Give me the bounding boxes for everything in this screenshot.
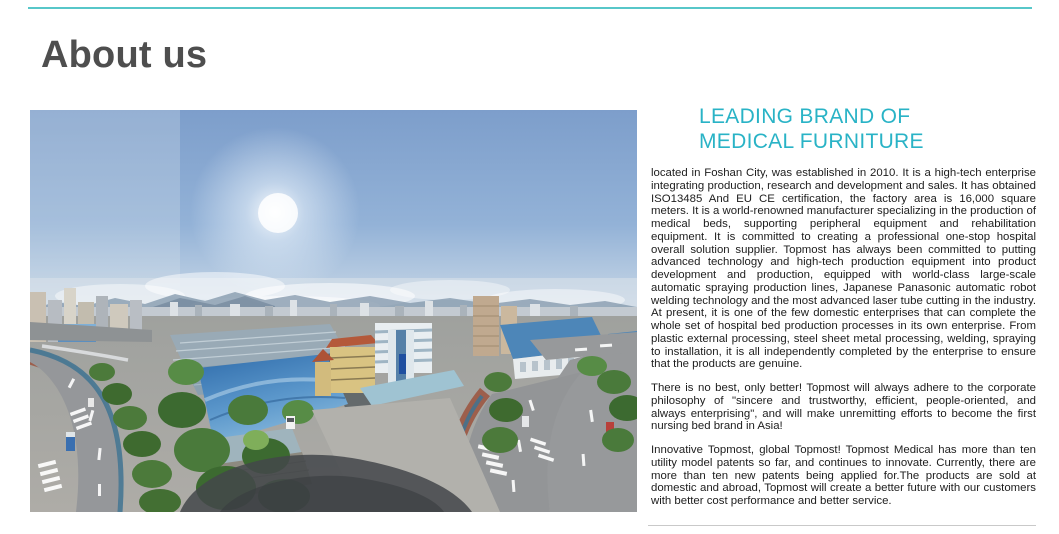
section-heading [699,104,1036,154]
panorama-illustration [30,110,637,512]
section-heading-line2: MEDICAL FURNITURE [699,130,924,153]
bottom-divider [648,525,1036,526]
about-paragraph-1: located in Foshan City, was established in 2010. It is a high-tech enterprise integrating production, research and development and sales. It has obtained ISO13485 And EU CE certification, the factory area is 16,000 square meters. It is a world-renowned manufacturer specializing in the production of medical beds, supporting peripheral equipment and rehabilitation equipment. It is committed to creating a professional one-stop hospital overall solution supplier. Topmost has always been committed to putting advanced technology and high-tech production equipment into product development and production, equipped with world-class large-scale automatic spraying production lines, Japanese Panasonic automatic robot welding technology and the most advanced laser tube cutting in the industry. At present, it is one of the few domestic enterprises that can complete the whole set of hospital bed production processes in its own enterprise. From plastic external processing, steel sheet metal processing, welding, spraying to installation, it is all independently completed by the enterprise to ensure that the products are genuine. [651,167,1036,371]
factory-panorama-photo [30,110,637,512]
top-divider [28,7,1032,9]
about-paragraph-2: There is no best, only better! Topmost will always adhere to the corporate philosophy of "sincere and trustworthy, efficient, people-oriented, and always enterprising", and will make unremitting efforts to become the first nursing bed brand in Asia! [651,382,1036,433]
section-heading-line1: LEADING BRAND OF [699,105,911,128]
about-paragraph-3: Innovative Topmost, global Topmost! Topmost Medical has more than ten utility model patents so far, and continues to innovate. Currently, there are more than ten new patents being applied for.The products are sold at domestic and abroad, Topmost will create a better future with our customers with better cost performance and better service. [651,444,1036,507]
page-title: About us [41,34,208,76]
about-text-column [651,104,1036,519]
